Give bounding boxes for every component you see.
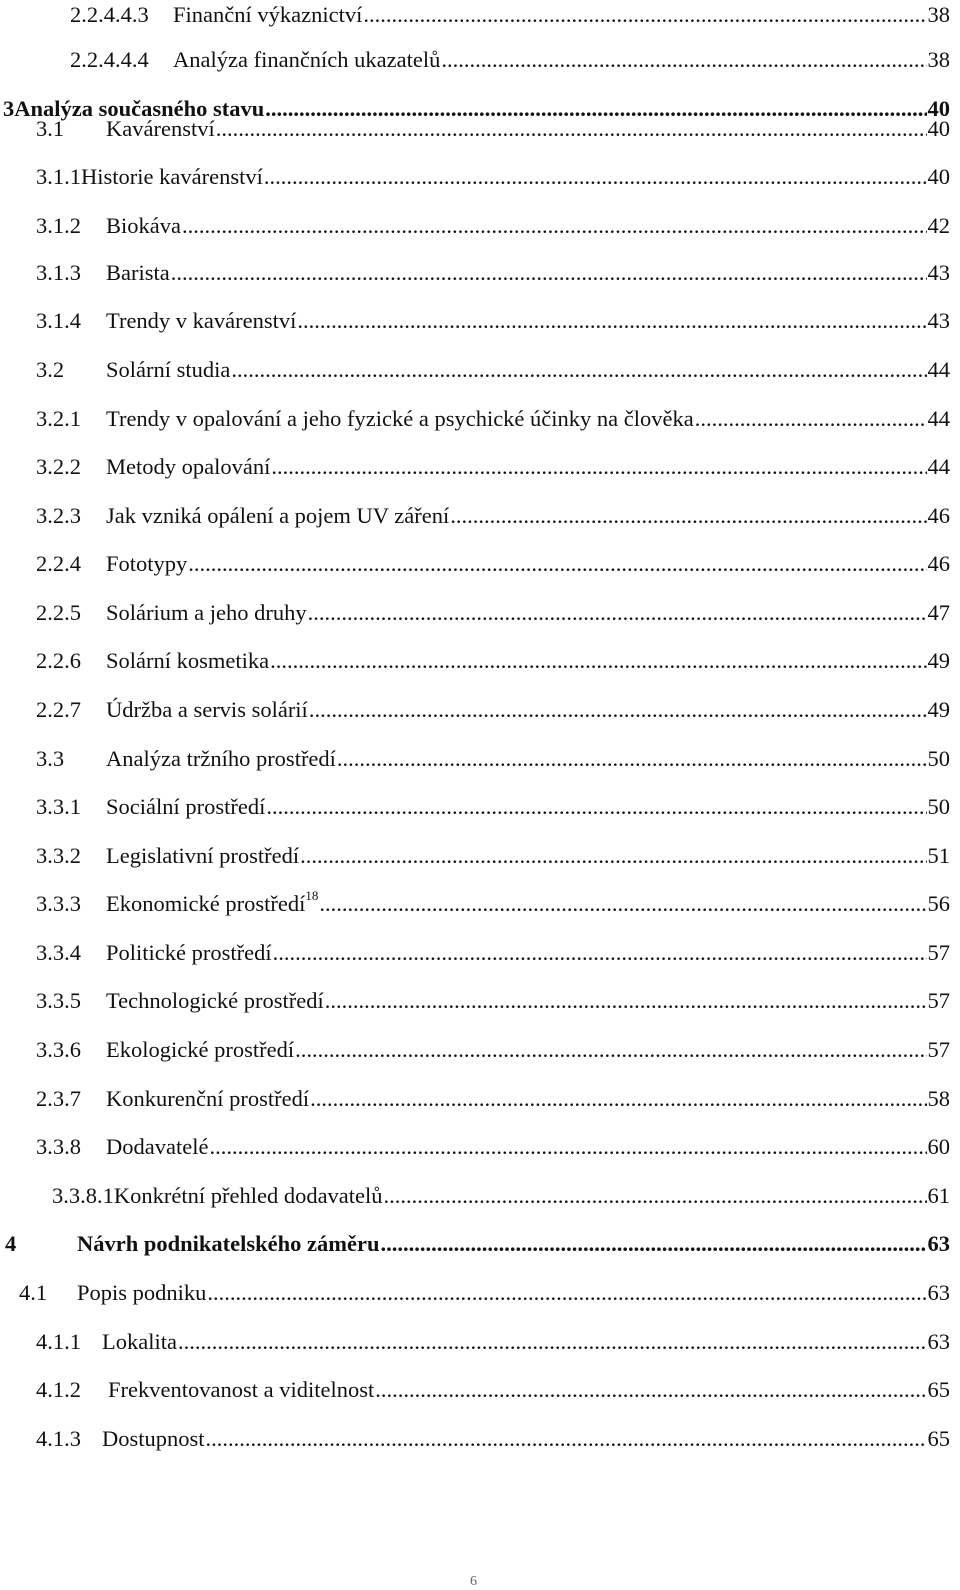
toc-entry-title: Sociální prostředí: [106, 794, 266, 819]
toc-entry-title: Solární kosmetika: [106, 648, 270, 673]
toc-entry-page: 57: [927, 988, 950, 1013]
toc-entry-title: Ekonomické prostředí$^{18}$: [106, 888, 319, 916]
toc-entry[interactable]: [36, 1132, 950, 1162]
toc-entry[interactable]: [36, 306, 950, 336]
toc-entry-page: 40: [927, 164, 950, 189]
toc-entry-title: Solárium a jeho druhy: [106, 600, 307, 625]
toc-entry-number: 2.2.4.4.4: [70, 47, 149, 72]
toc-entry-title: Politické prostředí: [106, 940, 272, 965]
page-number: 6: [470, 1574, 477, 1589]
toc-entry-title: Trendy v kavárenství: [106, 308, 297, 333]
toc-entry-page: 49: [927, 648, 950, 673]
toc-leader-dots: [266, 792, 926, 822]
toc-entry[interactable]: [70, 45, 950, 75]
toc-entry[interactable]: [36, 162, 950, 192]
toc-entry-page: 63: [927, 1280, 950, 1305]
toc-leader-dots: [182, 211, 927, 241]
toc-entry-page: 42: [927, 213, 950, 238]
toc-leader-dots: [363, 0, 926, 30]
toc-entry-number: 3.3.5: [36, 988, 81, 1013]
toc-entry[interactable]: [36, 404, 950, 434]
toc-entry-number: 4.1.2: [36, 1377, 81, 1402]
toc-entry-number: 2.2.7: [36, 697, 81, 722]
toc-entry[interactable]: [36, 646, 950, 676]
toc-leader-dots: [271, 452, 926, 482]
toc-entry-page: 65: [927, 1377, 950, 1402]
toc-entry-page: 57: [927, 940, 950, 965]
toc-entry-number: 2.2.5: [36, 600, 81, 625]
toc-entry-number: 2.2.4: [36, 551, 81, 576]
toc-entry-title: Návrh podnikatelského záměru: [77, 1231, 380, 1256]
toc-entry-page: 49: [927, 697, 950, 722]
toc-leader-dots: [273, 938, 927, 968]
toc-entry-page: 43: [927, 260, 950, 285]
toc-entry[interactable]: [36, 452, 950, 482]
toc-entry-title: Konkurenční prostředí: [106, 1086, 310, 1111]
toc-entry[interactable]: [36, 211, 950, 241]
toc-entry-page: 58: [927, 1086, 950, 1111]
toc-entry-title: Analýza tržního prostředí: [106, 746, 336, 771]
toc-leader-dots: [178, 1327, 927, 1357]
toc-entry-title: Fototypy: [106, 551, 188, 576]
toc-entry-number: 3.3.8.1: [52, 1183, 114, 1208]
toc-leader-dots: [207, 1278, 926, 1308]
toc-entry-title: Historie kavárenství: [81, 164, 263, 189]
toc-entry-title: Popis podniku: [77, 1280, 207, 1305]
toc-entry[interactable]: [36, 258, 950, 288]
toc-entry-page: 61: [927, 1183, 950, 1208]
toc-entry-title: Legislativní prostředí: [106, 843, 300, 868]
toc-entry-page: 47: [927, 600, 950, 625]
toc-entry-page: 56: [927, 891, 950, 916]
toc-entry-title: Kavárenství: [106, 116, 215, 141]
toc-leader-dots: [384, 1181, 927, 1211]
toc-leader-dots: [295, 1035, 926, 1065]
toc-entry-page: 65: [927, 1426, 950, 1451]
toc-entry-number: 3.3.4: [36, 940, 81, 965]
toc-entry-title: Analýza finančních ukazatelů: [173, 47, 441, 72]
toc-leader-dots: [300, 841, 926, 871]
toc-entry-page: 44: [927, 357, 950, 382]
toc-entry-number: 3.1.1: [36, 164, 81, 189]
toc-entry-number: 2.3.7: [36, 1086, 81, 1111]
toc-entry-title: Dodavatelé: [106, 1134, 209, 1159]
toc-entry[interactable]: [36, 355, 950, 385]
toc-leader-dots: [319, 889, 926, 919]
toc-leader-dots: [309, 695, 927, 725]
toc-entry[interactable]: [36, 114, 950, 144]
toc-entry-number: 3.3: [36, 746, 65, 771]
toc-leader-dots: [325, 986, 927, 1016]
toc-entry-title: Solární studia: [106, 357, 231, 382]
toc-entry-title: Technologické prostředí: [106, 988, 324, 1013]
toc-entry[interactable]: [52, 1181, 950, 1211]
toc-entry-number: 3.2.1: [36, 406, 81, 431]
toc-entry-number: 3: [3, 96, 15, 121]
toc-entry-number: 3.2: [36, 357, 65, 382]
toc-entry-page: 63: [927, 1329, 950, 1354]
toc-entry-title: Dostupnost: [102, 1426, 205, 1451]
toc-entry-title: Trendy v opalování a jeho fyzické a psychické účinky na člověka: [106, 406, 694, 431]
toc-entry-number: 3.3.3: [36, 891, 81, 916]
toc-entry-number: 3.1.4: [36, 308, 81, 333]
toc-entry-number: 4.1.3: [36, 1426, 81, 1451]
toc-entry-page: 44: [927, 406, 950, 431]
toc-entry-number: 3.1.3: [36, 260, 81, 285]
toc-entry[interactable]: [19, 1278, 950, 1308]
toc-leader-dots: [231, 355, 926, 385]
toc-entry-number: 3.3.1: [36, 794, 81, 819]
toc-entry-page: 40: [927, 96, 950, 121]
toc-entry-page: 63: [927, 1231, 950, 1256]
toc-entry-page: 38: [927, 2, 950, 27]
toc-entry-number: 3.2.3: [36, 503, 81, 528]
toc-entry-page: 51: [927, 843, 950, 868]
toc-leader-dots: [337, 744, 927, 774]
toc-entry[interactable]: [36, 1084, 950, 1114]
toc-entry[interactable]: [36, 598, 950, 628]
toc-entry[interactable]: [36, 549, 950, 579]
toc-entry-page: 46: [927, 551, 950, 576]
toc-leader-dots: [216, 114, 927, 144]
toc-entry[interactable]: [36, 744, 950, 774]
toc-entry-number: 3.1.2: [36, 213, 81, 238]
toc-entry-title: Konkrétní přehled dodavatelů: [113, 1183, 383, 1208]
toc-entry[interactable]: [36, 1327, 950, 1357]
toc-entry[interactable]: [36, 501, 950, 531]
toc-entry[interactable]: [36, 792, 950, 822]
toc-entry-page: 50: [927, 794, 950, 819]
toc-leader-dots: [206, 1424, 927, 1454]
toc-entry-page: 57: [927, 1037, 950, 1062]
toc-entry-number: 3.3.8: [36, 1134, 81, 1159]
toc-entry-number: 3.3.6: [36, 1037, 81, 1062]
toc-entry[interactable]: [36, 1375, 950, 1405]
toc-entry-page: 44: [927, 454, 950, 479]
footnote-marker[interactable]: 18: [305, 888, 319, 903]
toc-leader-dots: [297, 306, 926, 336]
toc-entry-title: Údržba a servis solárií: [106, 697, 308, 722]
toc-entry-number: 4.1: [19, 1280, 48, 1305]
toc-entry-number: 2.2.4.4.3: [70, 2, 149, 27]
toc-entry[interactable]: [36, 1035, 950, 1065]
toc-entry-title: Barista: [106, 260, 170, 285]
toc-entry[interactable]: [5, 1229, 950, 1259]
toc-entry-number: 3.3.2: [36, 843, 81, 868]
toc-entry-number: 4.1.1: [36, 1329, 81, 1354]
toc-leader-dots: [441, 45, 926, 75]
toc-entry[interactable]: [36, 841, 950, 871]
toc-entry-page: 50: [927, 746, 950, 771]
toc-entry[interactable]: [36, 695, 950, 725]
toc-entry[interactable]: [36, 889, 950, 919]
toc-entry-title: Frekventovanost a viditelnost: [108, 1377, 375, 1402]
toc-entry-page: 40: [927, 116, 950, 141]
toc-entry-number: 4: [5, 1231, 17, 1256]
toc-leader-dots: [171, 258, 927, 288]
toc-entry-page: 43: [927, 308, 950, 333]
toc-entry-page: 60: [927, 1134, 950, 1159]
toc-entry-number: 3.2.2: [36, 454, 81, 479]
toc-entry[interactable]: [36, 986, 950, 1016]
toc-entry-title: Analýza současného stavu: [14, 96, 265, 121]
toc-leader-dots: [375, 1375, 926, 1405]
toc-leader-dots: [188, 549, 926, 579]
toc-entry-title: Metody opalování: [106, 454, 271, 479]
toc-entry[interactable]: [36, 938, 950, 968]
toc-entry-page: 38: [927, 47, 950, 72]
toc-leader-dots: [381, 1229, 927, 1259]
toc-leader-dots: [695, 404, 927, 434]
toc-entry-title: Biokáva: [106, 213, 181, 238]
toc-entry-title: Ekologické prostředí: [106, 1037, 295, 1062]
toc-entry[interactable]: [36, 1424, 950, 1454]
toc-leader-dots: [209, 1132, 926, 1162]
toc-entry-page: 46: [927, 503, 950, 528]
toc-leader-dots: [264, 162, 927, 192]
toc-entry-number: 2.2.6: [36, 648, 81, 673]
toc-entry-number: 3.1: [36, 116, 65, 141]
toc-entry-title: Lokalita: [102, 1329, 177, 1354]
toc-entry-title: Jak vzniká opálení a pojem UV záření: [106, 503, 450, 528]
toc-leader-dots: [450, 501, 926, 531]
toc-leader-dots: [308, 598, 927, 628]
toc-entry[interactable]: [70, 0, 950, 30]
toc-leader-dots: [310, 1084, 926, 1114]
toc-entry-title: Finanční výkaznictví: [173, 2, 363, 27]
toc-leader-dots: [270, 646, 926, 676]
